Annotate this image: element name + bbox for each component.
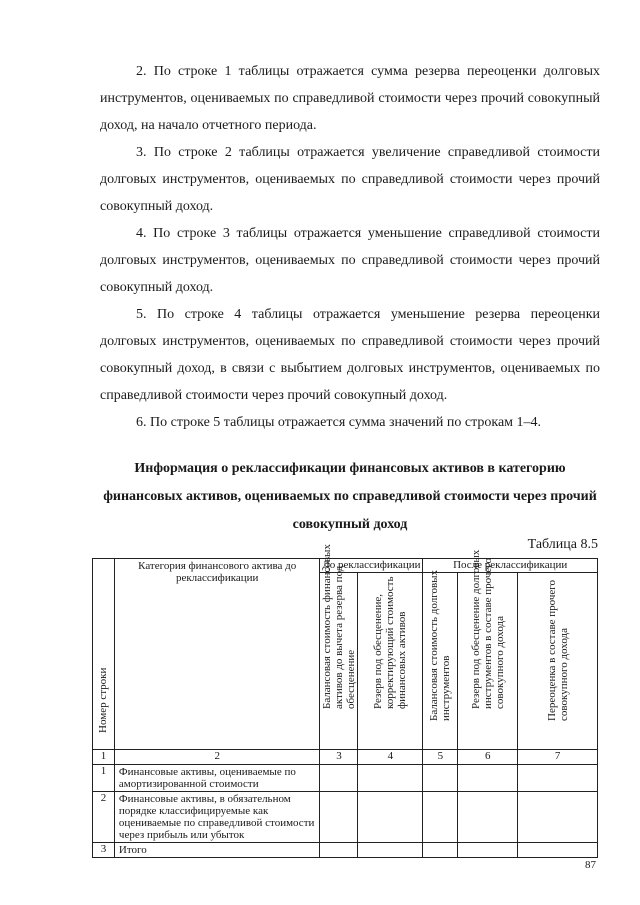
paragraph-6: 6. По строке 5 таблицы отражается сумма значений по строкам 1–4. bbox=[136, 415, 542, 430]
row-label: Финансовые активы, в обязательном порядке классифицируемые как оцениваемые по справедливой стоимости через прибыль или убыток bbox=[114, 792, 320, 843]
table-row bbox=[93, 843, 598, 858]
row-number: 2 bbox=[93, 792, 115, 843]
column-number: 4 bbox=[358, 750, 423, 765]
column-number: 3 bbox=[320, 750, 358, 765]
section-heading: Информация о реклассификации финансовых активов в категорию финансовых активов, оцениваемых по справедливой стоимости через прочий совокупный доход bbox=[103, 461, 597, 532]
table-caption: Таблица 8.5 bbox=[527, 537, 598, 552]
header-row-number bbox=[93, 559, 115, 750]
table-cell bbox=[458, 792, 518, 843]
header-col-3-label: Балансовая стоимость финансовых активов до вычета резерва под обесценение bbox=[320, 544, 357, 709]
table-cell bbox=[423, 792, 458, 843]
table-cell bbox=[518, 765, 598, 792]
header-col-6-label: Резерв под обесценение долговых инструментов в составе прочего совокупного дохода bbox=[469, 549, 506, 709]
header-col-7-label: Переоценка в составе прочего совокупного дохода bbox=[545, 580, 570, 721]
table-cell bbox=[358, 765, 423, 792]
paragraph-5: 5. По строке 4 таблицы отражается уменьшение резерва переоценки долговых инструментов, оцениваемых по справедливой стоимости через прочий совокупный доход, в связи с выбытием долговых инструментов, оцениваемых по справедливой стоимости через прочий совокупный доход. bbox=[100, 307, 600, 403]
table-cell bbox=[423, 765, 458, 792]
header-col-5 bbox=[423, 569, 458, 750]
column-number: 6 bbox=[458, 750, 518, 765]
column-number: 5 bbox=[423, 750, 458, 765]
table-row bbox=[93, 765, 598, 792]
table-cell bbox=[518, 843, 598, 858]
paragraph-3: 3. По строке 2 таблицы отражается увеличение справедливой стоимости долговых инструментов, оцениваемых по справедливой стоимости через прочий совокупный доход. bbox=[100, 145, 600, 214]
header-col-4 bbox=[358, 573, 423, 750]
header-col-4-label: Резерв под обесценение, корректирующий стоимость финансовых активов bbox=[372, 576, 409, 709]
row-number: 3 bbox=[93, 843, 115, 858]
header-after-group: После реклассификации bbox=[423, 559, 598, 573]
table-cell bbox=[320, 843, 358, 858]
table-cell bbox=[458, 765, 518, 792]
header-col-5-label: Балансовая стоимость долговых инструментов bbox=[428, 569, 453, 721]
paragraph-4: 4. По строке 3 таблицы отражается уменьшение справедливой стоимости долговых инструментов, оцениваемых по справедливой стоимости через прочий совокупный доход. bbox=[100, 226, 600, 295]
table-cell bbox=[320, 765, 358, 792]
row-label: Итого bbox=[114, 843, 320, 858]
header-row-number-label: Номер строки bbox=[97, 667, 110, 733]
column-number: 1 bbox=[93, 750, 115, 765]
table-cell bbox=[358, 792, 423, 843]
row-label: Финансовые активы, оцениваемые по амортизированной стоимости bbox=[114, 765, 320, 792]
header-category: Категория финансового актива до реклассификации bbox=[114, 559, 320, 750]
column-number: 7 bbox=[518, 750, 598, 765]
paragraph-2: 2. По строке 1 таблицы отражается сумма резерва переоценки долговых инструментов, оцениваемых по справедливой стоимости через прочий совокупный доход, на начало отчетного периода. bbox=[100, 64, 600, 133]
header-col-7 bbox=[518, 573, 598, 750]
table-cell bbox=[423, 843, 458, 858]
header-before-group: До реклассификации bbox=[320, 559, 423, 573]
table-cell bbox=[320, 792, 358, 843]
row-number: 1 bbox=[93, 765, 115, 792]
table-cell bbox=[358, 843, 423, 858]
page-number: 87 bbox=[585, 859, 596, 871]
column-number: 2 bbox=[114, 750, 320, 765]
table-cell bbox=[518, 792, 598, 843]
header-col-3 bbox=[320, 544, 358, 750]
table-cell bbox=[458, 843, 518, 858]
table-row bbox=[93, 792, 598, 843]
column-number-row bbox=[93, 750, 598, 765]
